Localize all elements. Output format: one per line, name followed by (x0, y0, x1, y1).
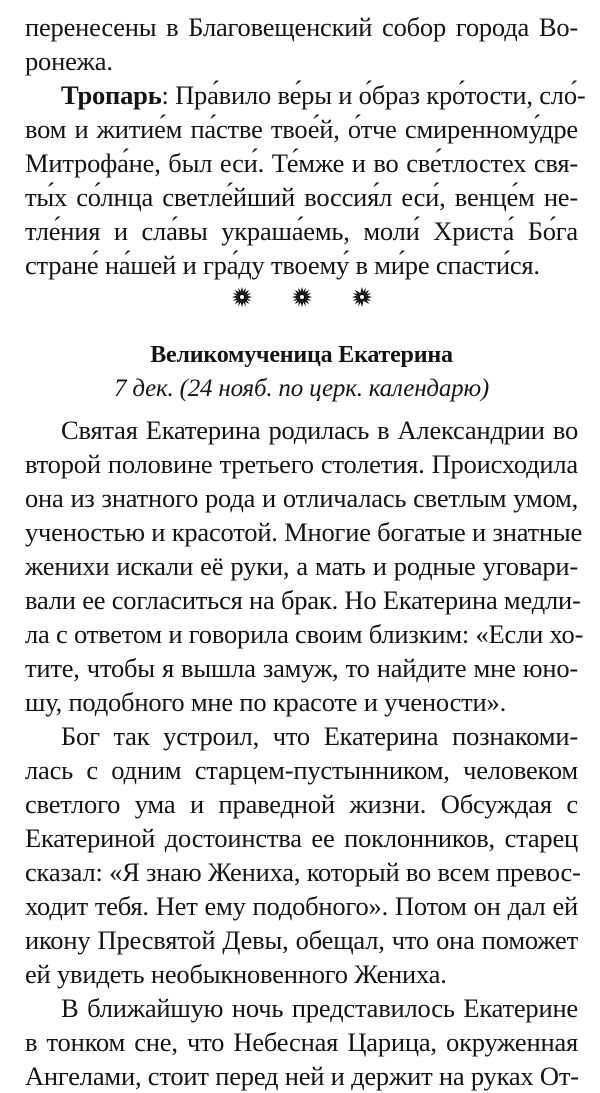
text-line: шу, подобного мне по красоте и учености». (25, 687, 507, 717)
section-divider (25, 286, 578, 308)
star-flower-ornament-icon (351, 286, 373, 308)
text-line: ей увидеть необыкновенного Жениха. (25, 959, 447, 989)
text-line: Ангелами, стоит перед ней и держит на руках От- (25, 1061, 579, 1091)
text-line: ла с ответом и говорила своим близким: «Если хо- (25, 619, 584, 649)
text-line: ты́х со́лнца светле́йший воссия́л еси́, венце́м не- (25, 182, 578, 212)
text-line: вом и житие́м па́стве твое́й, о́тче смиренному́дре (25, 114, 578, 144)
text-line: светлого ума и праведной жизни. Обсуждая с (25, 789, 578, 819)
text-line: Митрофа́не, был еси́. Те́мже и во све́тлостех свя- (25, 148, 578, 178)
text-line: икону Пресвятой Девы, обещал, что она поможет (25, 925, 578, 955)
text-line: вали ее согласиться на брак. Но Екатерина медли- (25, 585, 581, 615)
troparion-line (61, 78, 586, 112)
text-line: женихи искали её руки, а мать и родные уговари- (25, 551, 578, 581)
star-flower-ornament-icon (231, 286, 253, 308)
text-line: второй половине третьего столетия. Происходила (25, 449, 578, 479)
text-line: стране́ на́шей и гра́ду твоему́ в ми́ре спасти́ся. (25, 250, 540, 280)
text-line: ходит тебя. Нет ему подобного». Потом он дал ей (25, 891, 578, 921)
text-line: лась с одним старцем-пустынником, человеком (25, 755, 578, 785)
text-span: : Пра́вило ве́ры и о́браз кро́тости, сло́- (161, 80, 586, 110)
star-flower-ornament-icon (291, 286, 313, 308)
text-line: Святая Екатерина родилась в Александрии во (61, 415, 578, 445)
text-line: ученостью и красотой. Многие богатые и знатные (25, 517, 583, 547)
feast-date: 7 дек. (24 нояб. по церк. календарю) (114, 375, 489, 402)
text-line: тле́ния и сла́вы украша́емь, моли́ Христа́ Бо́га (25, 216, 578, 246)
text-line: Бог так устроил, что Екатерина познакоми- (61, 721, 578, 751)
text-line: Екатериной достоинства ее поклонников, старец (25, 823, 578, 853)
text-line: ронежа. (25, 46, 113, 76)
troparion-label: Тропарь (61, 80, 162, 110)
text-line: сказал: «Я знаю Жениха, который во всем превос- (25, 857, 581, 887)
text-line: В ближайшую ночь представилось Екатерине (61, 993, 578, 1023)
text-line: в тонком сне, что Небесная Царица, окруженная (25, 1027, 578, 1057)
text-line: перенесены в Благовещенский собор города Во- (25, 12, 578, 42)
section-heading: Великомученица Екатерина (150, 342, 453, 368)
text-line: тите, чтобы я вышла замуж, то найдите мне юно- (25, 653, 578, 683)
text-line: она из знатного рода и отличалась светлым умом, (25, 483, 578, 513)
